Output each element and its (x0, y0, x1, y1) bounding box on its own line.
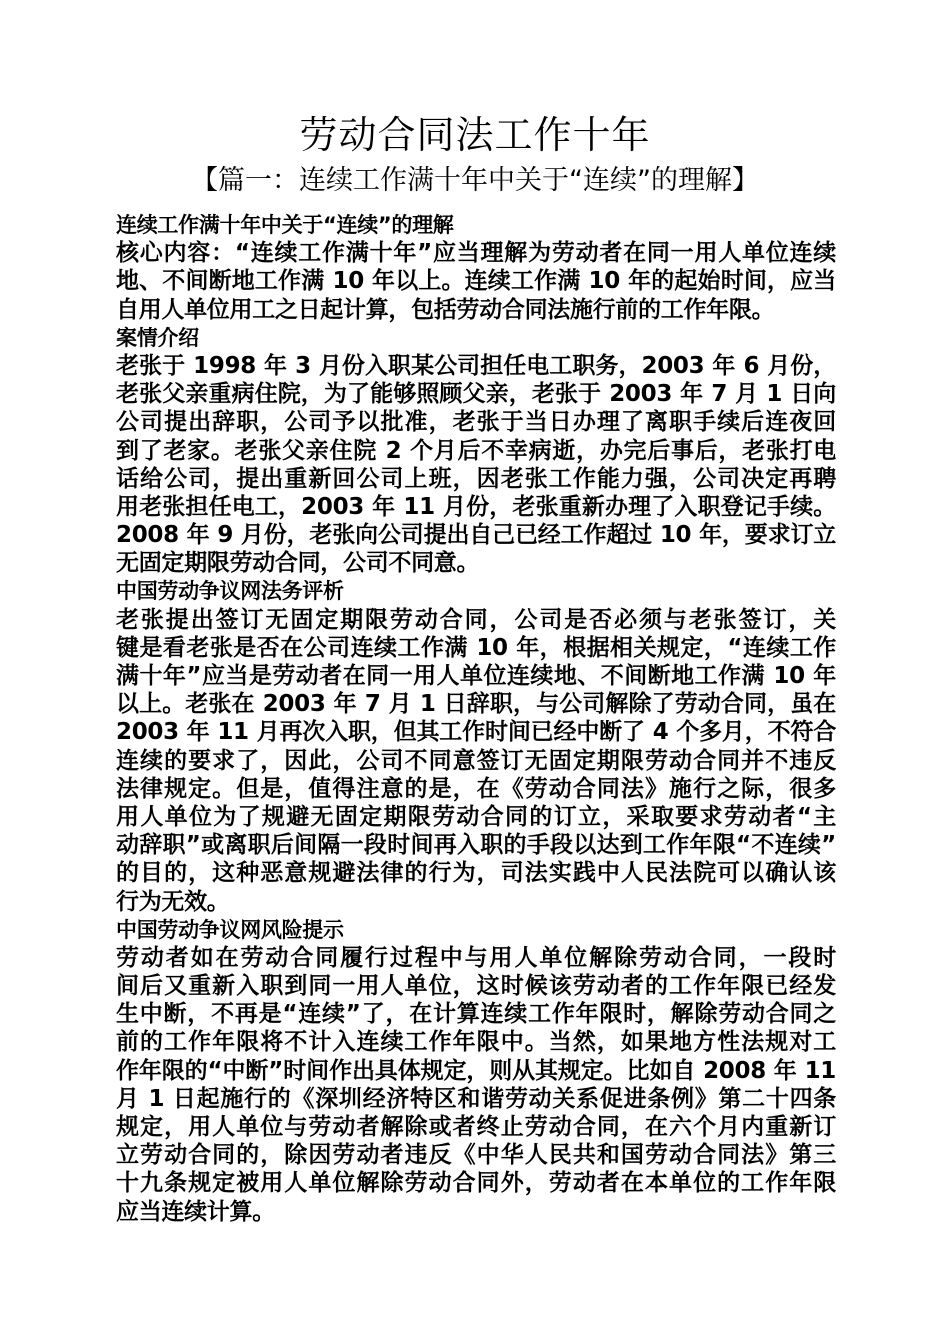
paragraph-line: 用老张担任电工，2003 年 11 月份，老张重新办理了入职登记手续。 (116, 493, 836, 520)
document-body (116, 211, 836, 1226)
paragraph-line: 无固定期限劳动合同，公司不同意。 (116, 550, 480, 577)
paragraph-line: 作年限的“中断”时间作出具体规定，则从其规定。比如自 2008 年 11 (116, 1057, 836, 1084)
paragraph-line: 满十年”应当是劳动者在同一用人单位连续地、不间断地工作满 10 年 (116, 663, 836, 689)
paragraph-line: 2008 年 9 月份，老张向公司提出自己已经工作超过 10 年，要求订立 (116, 522, 836, 549)
paragraph-line: 话给公司，提出重新回公司上班，因老张工作能力强，公司决定再聘 (116, 465, 836, 492)
paragraph-line: 老张于 1998 年 3 月份入职某公司担任电工职务，2003 年 6 月份， (116, 352, 836, 379)
paragraph-line: 公司提出辞职，公司予以批准，老张于当日办理了离职手续后连夜回 (116, 409, 836, 436)
paragraph-line: 到了老家。老张父亲住院 2 个月后不幸病逝，办完后事后，老张打电 (116, 437, 836, 464)
paragraph-line: 立劳动合同的，除因劳动者违反《中华人民共和国劳动合同法》第三 (116, 1142, 836, 1169)
section-heading: 案情介绍 (116, 325, 199, 350)
paragraph-line: 规定，用人单位与劳动者解除或者终止劳动合同，在六个月内重新订 (116, 1114, 836, 1140)
paragraph-line: 2003 年 11 月再次入职，但其工作时间已经中断了 4 个多月，不符合 (116, 719, 836, 746)
paragraph-line: 自用人单位用工之日起计算，包括劳动合同法施行前的工作年限。 (116, 296, 775, 323)
paragraph-line: 生中断，不再是“连续”了，在计算连续工作年限时，解除劳动合同之 (116, 1001, 836, 1028)
section-heading: 连续工作满十年中关于“连续”的理解 (116, 213, 454, 237)
paragraph-line: 连续的要求了，因此，公司不同意签订无固定期限劳动合同并不违反 (116, 747, 836, 774)
section-heading: 中国劳动争议网法务评析 (116, 579, 344, 604)
paragraph-line: 动辞职”或离职后间隔一段时间再入职的手段以达到工作年限“不连续” (116, 832, 836, 859)
paragraph-line: 键是看老张是否在公司连续工作满 10 年，根据相关规定，“连续工作 (116, 634, 836, 661)
document-subtitle: 【篇一：连续工作满十年中关于“连续”的理解】 (191, 165, 759, 196)
paragraph-line: 月 1 日起施行的《深圳经济特区和谐劳动关系促进条例》第二十四条 (116, 1085, 836, 1112)
paragraph-line: 用人单位为了规避无固定期限劳动合同的订立，采取要求劳动者“主 (116, 803, 836, 830)
paragraph-line: 法律规定。但是，值得注意的是，在《劳动合同法》施行之际，很多 (116, 775, 836, 802)
paragraph-line: 前的工作年限将不计入连续工作年限中。当然，如果地方性法规对工 (116, 1029, 836, 1056)
section-heading: 中国劳动争议网风险提示 (116, 917, 344, 942)
paragraph-line: 核心内容：“连续工作满十年”应当理解为劳动者在同一用人单位连续 (116, 240, 836, 267)
paragraph-line: 应当连续计算。 (116, 1198, 275, 1225)
paragraph-line: 劳动者如在劳动合同履行过程中与用人单位解除劳动合同，一段时 (116, 944, 836, 971)
paragraph-line: 以上。老张在 2003 年 7 月 1 日辞职，与公司解除了劳动合同，虽在 (116, 691, 836, 718)
paragraph-line: 老张父亲重病住院，为了能够照顾父亲，老张于 2003 年 7 月 1 日向 (116, 381, 836, 408)
paragraph-line: 老张提出签订无固定期限劳动合同，公司是否必须与老张签订，关 (116, 606, 836, 633)
paragraph-line: 间后又重新入职到同一用人单位，这时候该劳动者的工作年限已经发 (116, 973, 836, 1000)
paragraph-line: 的目的，这种恶意规避法律的行为，司法实践中人民法院可以确认该 (116, 860, 836, 887)
paragraph-line: 十九条规定被用人单位解除劳动合同外，劳动者在本单位的工作年限 (116, 1170, 836, 1197)
document-title: 劳动合同法工作十年 (299, 113, 651, 157)
paragraph-line: 地、不间断地工作满 10 年以上。连续工作满 10 年的起始时间，应当 (116, 268, 836, 295)
paragraph-line: 行为无效。 (116, 888, 230, 915)
